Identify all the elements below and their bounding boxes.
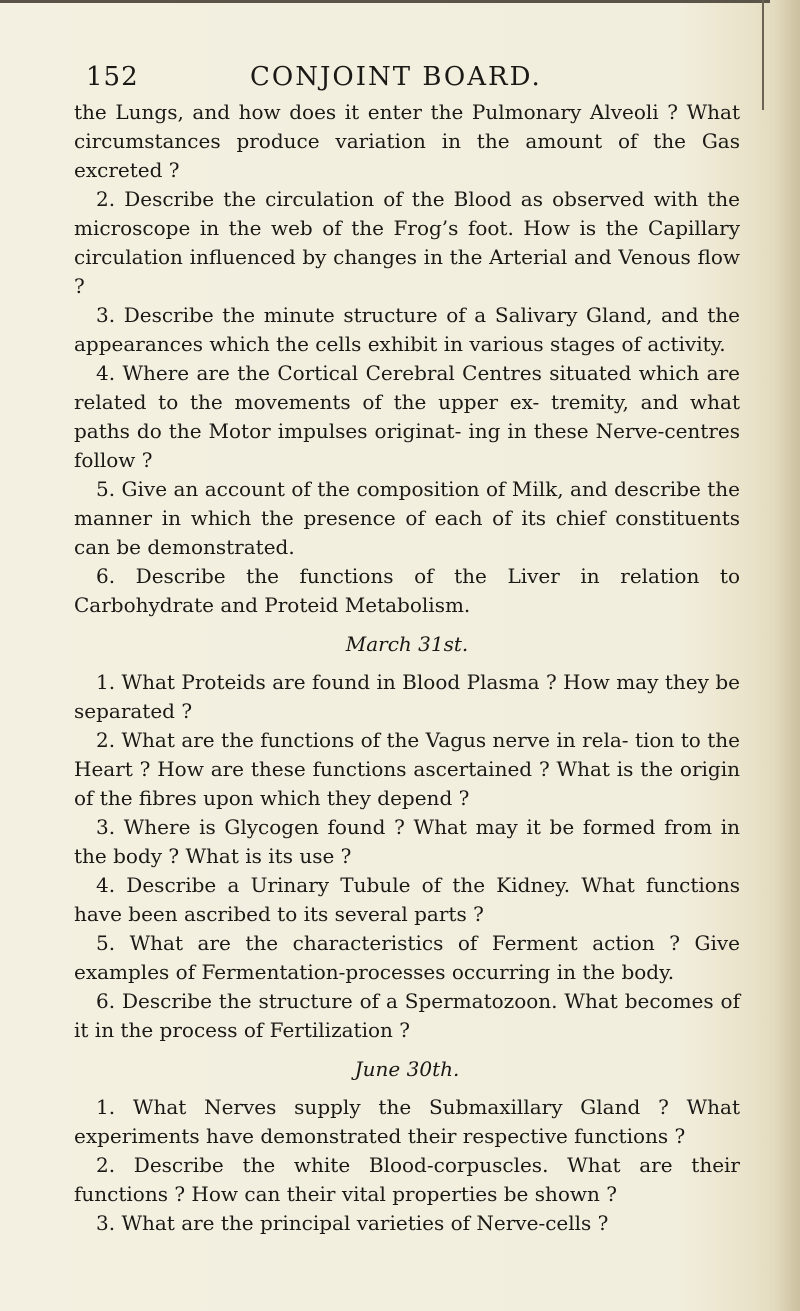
question: 4. Where are the Cortical Cerebral Centres situated which are related to the movements of the upper ex- tremity, and what paths do the Motor impulses originat- ing in these Nerve-centres follow ? [74, 361, 740, 472]
question: 6. Describe the functions of the Liver in relation to Carbohydrate and Proteid Metabolism. [74, 564, 740, 617]
page-edge-shadow [774, 0, 800, 1311]
page-header [0, 0, 800, 110]
question: 6. Describe the structure of a Spermatozoon. What becomes of it in the process of Fertilization ? [74, 989, 740, 1042]
page-body [74, 98, 740, 1238]
question: 2. Describe the white Blood-corpuscles. What are their functions ? How can their vital properties be shown ? [74, 1153, 740, 1206]
question: 1. What Proteids are found in Blood Plasma ? How may they be separated ? [74, 670, 740, 723]
continuation-paragraph: the Lungs, and how does it enter the Pulmonary Alveoli ? What circumstances produce variation in the amount of the Gas excreted ? [74, 100, 740, 182]
question: 3. Describe the minute structure of a Salivary Gland, and the appearances which the cells exhibit in various stages of activity. [74, 303, 740, 356]
question: 2. What are the functions of the Vagus nerve in rela- tion to the Heart ? How are these functions ascertained ? What is the origin of the fibres upon which they depend ? [74, 728, 740, 810]
question: 1. What Nerves supply the Submaxillary Gland ? What experiments have demonstrated their respective functions ? [74, 1095, 740, 1148]
section-heading-march: March 31st. [345, 632, 469, 656]
section-heading-june: June 30th. [354, 1057, 460, 1081]
question: 2. Describe the circulation of the Blood as observed with the microscope in the web of the Frog’s foot. How is the Capillary circulation influenced by changes in the Arterial and Venous flow ? [74, 187, 740, 298]
question: 5. What are the characteristics of Ferment action ? Give examples of Fermentation-processes occurring in the body. [74, 931, 740, 984]
question: 3. Where is Glycogen found ? What may it be formed from in the body ? What is its use ? [74, 815, 740, 868]
running-head: CONJOINT BOARD. [250, 62, 542, 92]
question: 5. Give an account of the composition of Milk, and describe the manner in which the presence of each of its chief constituents can be demonstrated. [74, 477, 740, 559]
question: 3. What are the principal varieties of Nerve-cells ? [96, 1211, 609, 1235]
question: 4. Describe a Urinary Tubule of the Kidney. What functions have been ascribed to its several parts ? [74, 873, 740, 926]
page-number: 152 [86, 62, 139, 92]
